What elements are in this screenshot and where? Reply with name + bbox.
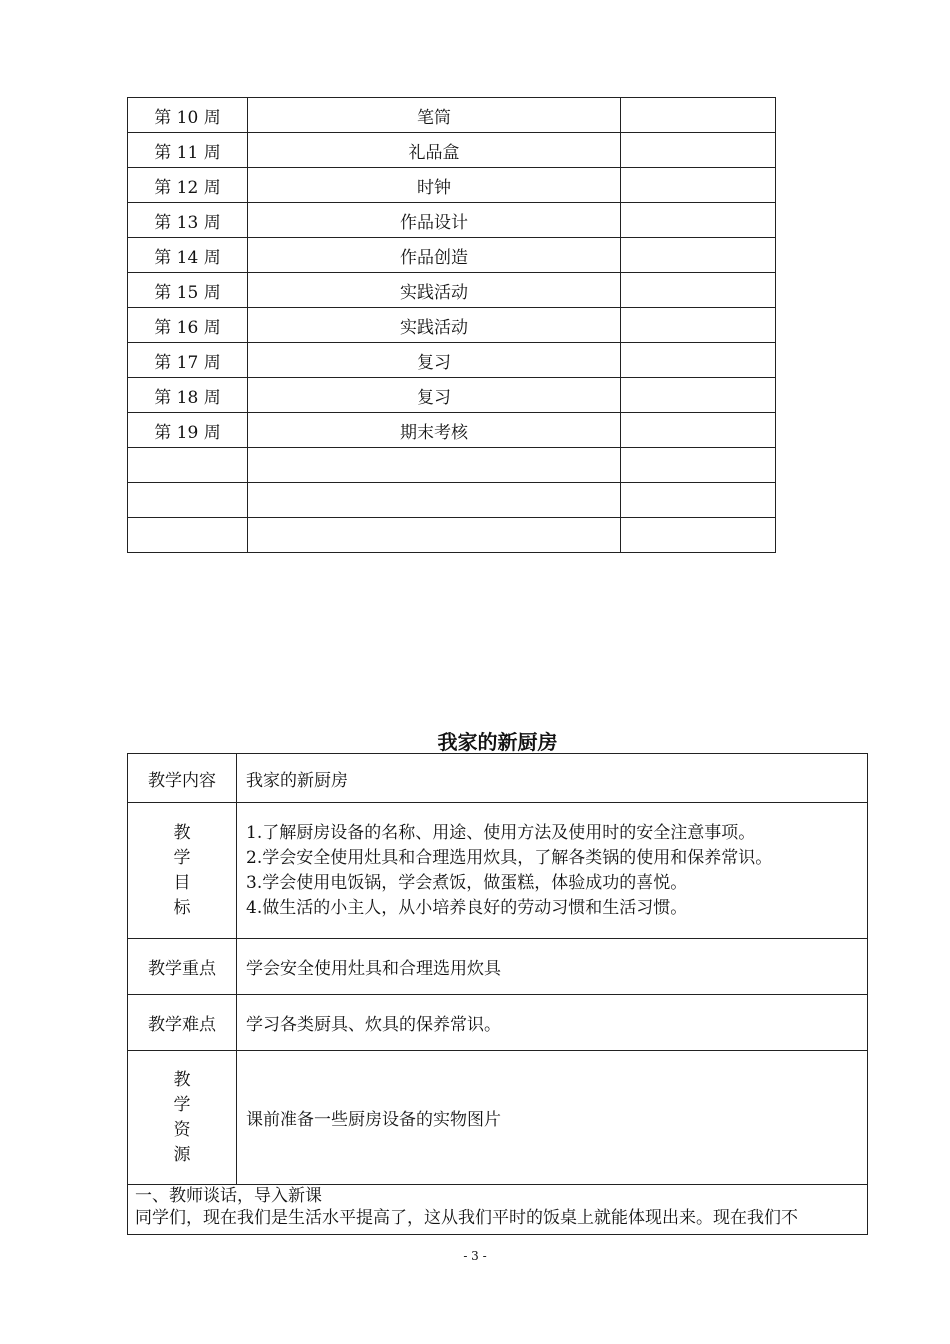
- note-cell: [621, 343, 776, 378]
- goal-item: 1.了解厨房设备的名称、用途、使用方法及使用时的安全注意事项。: [246, 822, 756, 843]
- goal-item: 4.做生活的小主人，从小培养良好的劳动习惯和生活习惯。: [246, 897, 688, 918]
- week-cell: 第 15 周: [128, 273, 248, 308]
- difficulty-label: 教学难点: [128, 995, 237, 1051]
- goals-list: [237, 803, 868, 939]
- process-heading: 一、教师谈话，导入新课: [135, 1186, 322, 1206]
- note-cell: [621, 448, 776, 483]
- note-cell: [621, 238, 776, 273]
- lesson-plan-table: [127, 753, 868, 1235]
- schedule-row: [128, 238, 776, 273]
- schedule-row: [128, 203, 776, 238]
- weekly-schedule-table: [127, 97, 776, 553]
- content-cell: 复习: [248, 343, 621, 378]
- goals-label-char: 目: [173, 872, 191, 893]
- process-cell: [128, 1185, 868, 1235]
- week-cell: 第 16 周: [128, 308, 248, 343]
- schedule-row: [128, 483, 776, 518]
- resources-label-char: 源: [173, 1144, 191, 1165]
- page-number: - 3 -: [463, 1249, 487, 1263]
- content-cell: 期末考核: [248, 413, 621, 448]
- schedule-row: [128, 308, 776, 343]
- week-cell: 第 19 周: [128, 413, 248, 448]
- schedule-row: [128, 168, 776, 203]
- note-cell: [621, 133, 776, 168]
- content-cell: 作品创造: [248, 238, 621, 273]
- week-cell: [128, 448, 248, 483]
- lesson-title: 我家的新厨房: [437, 730, 558, 754]
- schedule-row: [128, 378, 776, 413]
- week-cell: 第 17 周: [128, 343, 248, 378]
- goals-label: [128, 803, 237, 939]
- schedule-row: [128, 273, 776, 308]
- goals-label-char: 学: [173, 847, 191, 868]
- schedule-row: [128, 518, 776, 553]
- goals-label-char: 教: [173, 822, 191, 843]
- content-cell: [248, 518, 621, 553]
- content-cell: 礼品盒: [248, 133, 621, 168]
- difficulty-value: 学习各类厨具、炊具的保养常识。: [237, 995, 868, 1051]
- week-cell: 第 10 周: [128, 98, 248, 133]
- note-cell: [621, 98, 776, 133]
- week-cell: 第 13 周: [128, 203, 248, 238]
- lesson-process-row: [128, 1185, 868, 1235]
- focus-value: 学会安全使用灶具和合理选用炊具: [237, 939, 868, 995]
- content-label: 教学内容: [128, 754, 237, 803]
- week-cell: 第 11 周: [128, 133, 248, 168]
- schedule-row: [128, 448, 776, 483]
- note-cell: [621, 168, 776, 203]
- content-value: 我家的新厨房: [237, 754, 868, 803]
- lesson-focus-row: [128, 939, 868, 995]
- week-cell: 第 18 周: [128, 378, 248, 413]
- note-cell: [621, 273, 776, 308]
- resources-label-char: 教: [173, 1069, 191, 1090]
- note-cell: [621, 308, 776, 343]
- lesson-difficulty-row: [128, 995, 868, 1051]
- content-cell: 笔筒: [248, 98, 621, 133]
- goal-item: 3.学会使用电饭锅，学会煮饭，做蛋糕，体验成功的喜悦。: [246, 872, 688, 893]
- content-cell: 复习: [248, 378, 621, 413]
- note-cell: [621, 518, 776, 553]
- resources-label: [128, 1051, 237, 1185]
- lesson-resources-row: [128, 1051, 868, 1185]
- week-cell: 第 12 周: [128, 168, 248, 203]
- note-cell: [621, 203, 776, 238]
- content-cell: [248, 448, 621, 483]
- resources-value: 课前准备一些厨房设备的实物图片: [237, 1051, 868, 1185]
- note-cell: [621, 413, 776, 448]
- focus-label: 教学重点: [128, 939, 237, 995]
- schedule-row: [128, 343, 776, 378]
- process-text: 同学们，现在我们是生活水平提高了，这从我们平时的饭桌上就能体现出来。现在我们不: [135, 1208, 798, 1228]
- resources-label-char: 资: [173, 1119, 191, 1140]
- note-cell: [621, 483, 776, 518]
- content-cell: 实践活动: [248, 308, 621, 343]
- note-cell: [621, 378, 776, 413]
- schedule-row: [128, 413, 776, 448]
- content-cell: 实践活动: [248, 273, 621, 308]
- schedule-row: [128, 133, 776, 168]
- lesson-content-row: [128, 754, 868, 803]
- week-cell: 第 14 周: [128, 238, 248, 273]
- week-cell: [128, 518, 248, 553]
- goals-label-char: 标: [173, 897, 191, 918]
- content-cell: 时钟: [248, 168, 621, 203]
- week-cell: [128, 483, 248, 518]
- goal-item: 2.学会安全使用灶具和合理选用炊具，了解各类锅的使用和保养常识。: [246, 847, 773, 868]
- content-cell: [248, 483, 621, 518]
- resources-label-char: 学: [173, 1094, 191, 1115]
- lesson-goals-row: [128, 803, 868, 939]
- content-cell: 作品设计: [248, 203, 621, 238]
- schedule-row: [128, 98, 776, 133]
